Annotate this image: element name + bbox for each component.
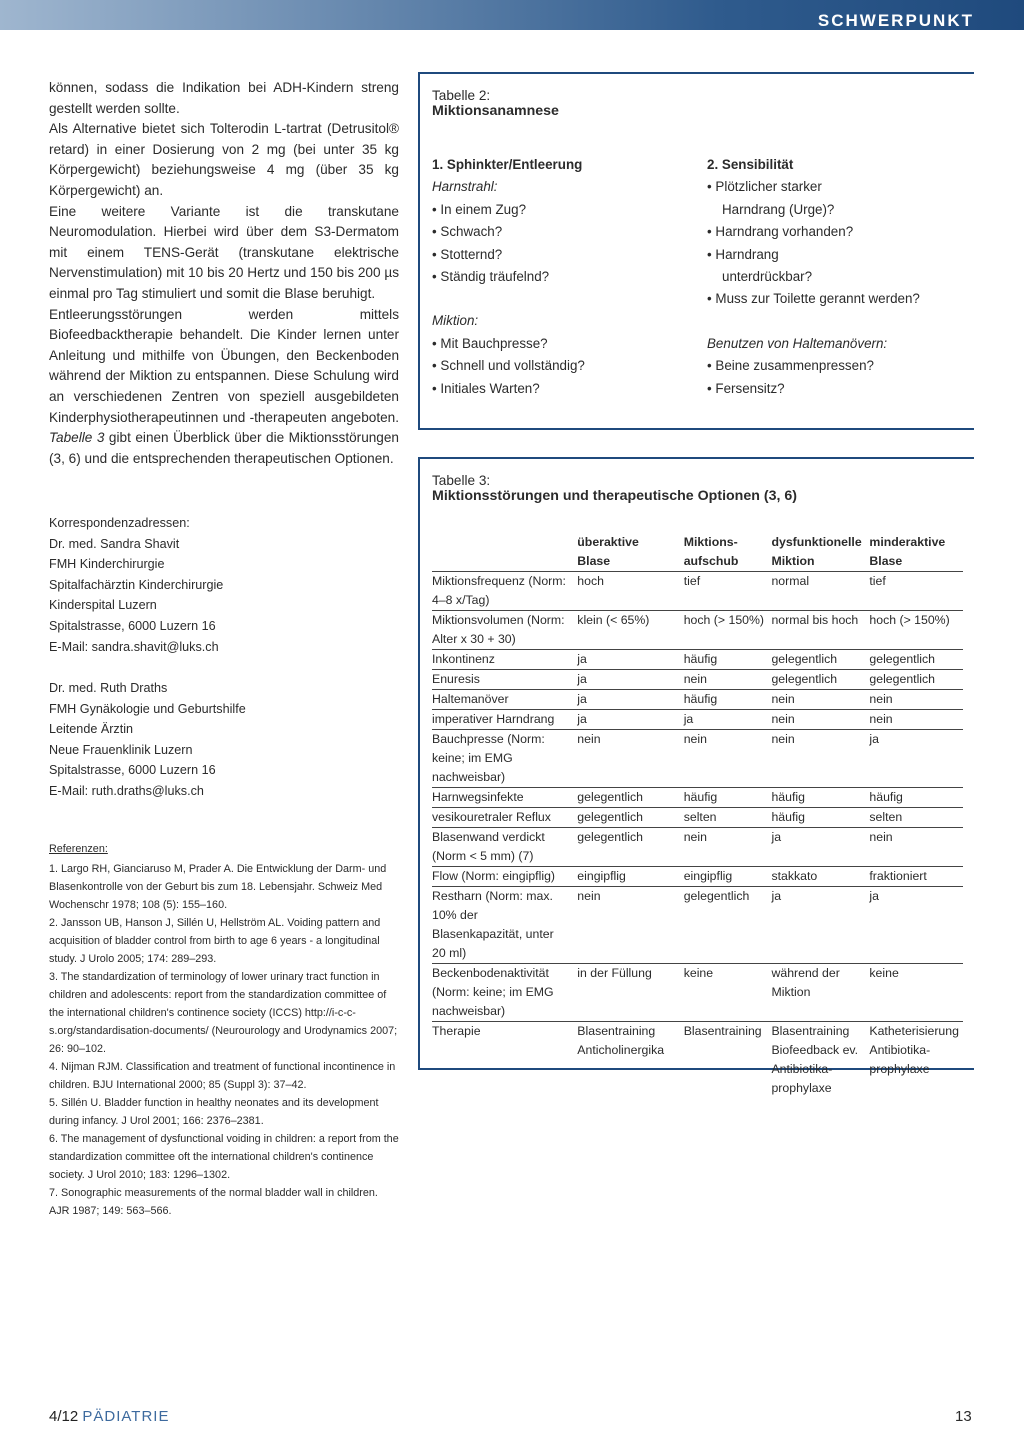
contacts-title: Korrespondenzadressen: — [49, 516, 190, 530]
table-cell: in der Füllung — [577, 964, 683, 1022]
footer-issue: 4/12 PÄDIATRIE — [49, 1408, 170, 1425]
row-label: Miktionsfrequenz (Norm: 4–8 x/Tag) — [432, 572, 577, 611]
table-cell: Blasentraining Anticholinergika — [577, 1024, 665, 1057]
table-row — [432, 611, 963, 650]
table-cell: nein — [771, 690, 869, 710]
table-cell: nein — [577, 730, 683, 788]
table-cell: nein — [684, 730, 772, 788]
table-row — [432, 867, 963, 887]
table-cell: nein — [869, 828, 963, 867]
row-label: Enuresis — [432, 670, 577, 690]
table-2-box — [418, 72, 974, 430]
contact-block-2: Dr. med. Ruth Draths FMH Gynäkologie und Geburtshilfe Leitende Ärztin Neue Frauenklinik Luzern Spitalstrasse, 6000 Luzern 16 E-Mail: ruth.draths@luks.ch — [49, 678, 409, 802]
row-label: Bauchpresse (Norm: keine; im EMG nachweisbar) — [432, 730, 577, 788]
table-row — [432, 788, 963, 808]
reference-item: 4. Nijman RJM. Classification and treatment of functional incontinence in children. BJU International 2000; 85 (Suppl 3): 37–42. — [49, 1061, 396, 1091]
table-3-title: Miktionsstörungen und therapeutische Optionen (3, 6) — [432, 488, 797, 504]
paragraph: Als Alternative bietet sich Tolterodin L-tartrat (Detrusitol® retard) in einer Dosierung von 2 mg (bei unter 35 kg Körpergewicht) beziehungsweise 4 mg (über 35 kg Körpergewicht) an. — [49, 121, 399, 198]
table-row — [432, 1022, 963, 1099]
table-row — [432, 650, 963, 670]
table-cell: ja — [771, 828, 869, 867]
table-cell: klein (< 65%) — [577, 611, 683, 650]
table-cell: Blasentraining Biofeedback ev. Antibiotika-prophylaxe — [771, 1024, 859, 1095]
table-cell: nein — [869, 690, 963, 710]
table-reference: Tabelle 3 — [49, 430, 105, 446]
table-cell: eingipflig — [577, 867, 683, 887]
row-label: Beckenbodenaktivität (Norm: keine; im EMG nachweisbar) — [432, 964, 577, 1022]
references — [49, 840, 399, 1220]
table-3-caption: Tabelle 3: — [432, 473, 491, 488]
table-cell: nein — [771, 730, 869, 788]
reference-item: 5. Sillén U. Bladder function in healthy neonates and its development during infancy. J Urol 2001; 166: 2376–2381. — [49, 1097, 379, 1127]
paragraph: Entleerungsstörungen werden mittels Biofeedbacktherapie behandelt. Die Kinder lernen unter Anleitung und mithilfe von Übungen, den Beckenboden während der Miktion zu entspannen. Diese Schulung wird an verschiedenen Zentren von speziell ausgebildeten Kinderphysiotherapeutinnen und -therapeuten angeboten. Tabelle 3 gibt einen Überblick über die Miktionsstörungen (3, 6) und die entsprechenden therapeutischen Optionen. — [49, 306, 399, 466]
table-cell: häufig — [684, 690, 772, 710]
row-label: Inkontinenz — [432, 650, 577, 670]
table-cell: hoch (> 150%) — [869, 611, 963, 650]
table-cell: ja — [577, 670, 683, 690]
table-cell: fraktioniert — [869, 867, 963, 887]
table-3 — [432, 533, 963, 1098]
row-label: Flow (Norm: eingipflig) — [432, 867, 577, 887]
table-2-caption: Tabelle 2: — [432, 88, 491, 103]
row-label: Haltemanöver — [432, 690, 577, 710]
table-cell: eingipflig — [684, 867, 772, 887]
table-cell: gelegentlich — [684, 887, 772, 964]
table-row — [432, 572, 963, 611]
table-row — [432, 730, 963, 788]
table-row — [432, 808, 963, 828]
row-label: Miktionsvolumen (Norm: Alter x 30 + 30) — [432, 611, 577, 650]
table-cell: hoch — [577, 572, 683, 611]
table-row — [432, 690, 963, 710]
table-cell: ja — [684, 710, 772, 730]
table-cell: Katheterisierung Antibiotika-prophylaxe — [869, 1024, 959, 1076]
table-cell: normal bis hoch — [771, 611, 869, 650]
table-row — [432, 964, 963, 1022]
page-number: 13 — [955, 1408, 972, 1425]
table-row — [432, 670, 963, 690]
table-cell: gelegentlich — [869, 650, 963, 670]
row-label: vesikouretraler Reflux — [432, 808, 577, 828]
table-cell: ja — [577, 710, 683, 730]
reference-item: 7. Sonographic measurements of the normal bladder wall in children. AJR 1987; 149: 563–566. — [49, 1187, 378, 1217]
table-cell: keine — [684, 964, 772, 1022]
section-label: SCHWERPUNKT — [817, 11, 974, 30]
magazine-name: PÄDIATRIE — [82, 1408, 170, 1425]
table-3-box — [418, 457, 974, 1095]
table-cell: normal — [771, 572, 869, 611]
table-cell: häufig — [684, 788, 772, 808]
table-cell: ja — [771, 887, 869, 964]
table-2-col-2: 2. Sensibilität • Plötzlicher starker Harndrang (Urge)? • Harndrang vorhanden? • Harndrang unterdrückbar? • Muss zur Toilette gerannt werden? Benutzen von Haltemanövern: • Beine zusammenpressen? • Fersensitz? — [707, 157, 920, 396]
table-header-row: überaktive Blase Miktions-aufschub dysfunktionelle Miktion minderaktive Blase — [432, 533, 963, 572]
table-cell: gelegentlich — [869, 670, 963, 690]
reference-item: 6. The management of dysfunctional voiding in children: a report from the standardization committee oft the international children's continence society. J Urol 2010; 183: 1296–1302. — [49, 1133, 399, 1181]
table-cell: Blasentraining — [683, 1024, 762, 1038]
references-title: Referenzen: — [49, 843, 108, 855]
table-cell: selten — [869, 808, 963, 828]
reference-item: 3. The standardization of terminology of lower urinary tract function in children and adolescents: report from the standardization committee of the international children's continence society (ICCS) http://i-c-c-s.org/standardisation-documents/ (Neurourology and Urodynamics 2007; 26: 90–102. — [49, 971, 398, 1055]
table-row — [432, 828, 963, 867]
row-label: imperativer Harndrang — [432, 710, 577, 730]
table-cell: während der Miktion — [771, 964, 869, 1022]
table-row — [432, 710, 963, 730]
table-cell: stakkato — [771, 867, 869, 887]
table-cell: häufig — [869, 788, 963, 808]
reference-item: 1. Largo RH, Gianciaruso M, Prader A. Die Entwicklung der Darm- und Blasenkontrolle von der Geburt bis zum 18. Lebensjahr. Schweiz Med Wochenschr 1978; 108 (5): 155–160. — [49, 863, 387, 911]
row-label: Therapie — [432, 1024, 481, 1038]
table-cell: nein — [869, 710, 963, 730]
table-cell: häufig — [684, 650, 772, 670]
table-2-title: Miktionsanamnese — [432, 103, 559, 119]
table-cell: gelegentlich — [577, 808, 683, 828]
table-cell: nein — [684, 670, 772, 690]
email-link[interactable]: E-Mail: sandra.shavit@luks.ch — [49, 639, 219, 654]
row-label: Harnwegsinfekte — [432, 788, 577, 808]
table-cell: nein — [684, 828, 772, 867]
body-text — [49, 78, 399, 469]
table-cell: gelegentlich — [577, 788, 683, 808]
row-label: Restharn (Norm: max. 10% der Blasenkapazität, unter 20 ml) — [432, 887, 577, 964]
table-cell: ja — [577, 650, 683, 670]
reference-item: 2. Jansson UB, Hanson J, Sillén U, Hellström AL. Voiding pattern and acquisition of bladder control from birth to age 6 years - a longitudinal study. J Urolo 2005; 174: 289–293. — [49, 917, 381, 965]
table-row — [432, 887, 963, 964]
paragraph: Eine weitere Variante ist die transkutane Neuromodulation. Hierbei wird über dem S3-Dermatom mit einem TENS-Gerät (transkutane elektrische Nervenstimulation) mit 10 bis 20 Hertz und 150 bis 200 µs einmal pro Tag stimuliert und somit die Blase beruhigt. — [49, 203, 399, 301]
table-cell: selten — [684, 808, 772, 828]
table-cell: häufig — [771, 808, 869, 828]
table-cell: gelegentlich — [771, 670, 869, 690]
contact-block-1: Korrespondenzadressen: Dr. med. Sandra Shavit FMH Kinderchirurgie Spitalfachärztin Kinderchirurgie Kinderspital Luzern Spitalstrasse, 6000 Luzern 16 E-Mail: sandra.shavit@luks.ch — [49, 513, 409, 657]
table-cell: ja — [869, 887, 963, 964]
table-cell: hoch (> 150%) — [684, 611, 772, 650]
paragraph: können, sodass die Indikation bei ADH-Kindern streng gestellt werden sollte. — [49, 80, 399, 116]
table-cell: nein — [577, 887, 683, 964]
table-cell: nein — [771, 710, 869, 730]
email-link[interactable]: E-Mail: ruth.draths@luks.ch — [49, 783, 204, 798]
table-cell: gelegentlich — [771, 650, 869, 670]
table-cell: keine — [869, 964, 963, 1022]
table-cell: häufig — [771, 788, 869, 808]
table-cell: tief — [869, 572, 963, 611]
table-2-col-1: 1. Sphinkter/Entleerung Harnstrahl: • In einem Zug? • Schwach? • Stotternd? • Ständig träufelnd? Miktion: • Mit Bauchpresse? • Schnell und vollständig? • Initiales Warten? — [432, 157, 585, 396]
table-cell: ja — [869, 730, 963, 788]
table-cell: tief — [684, 572, 772, 611]
row-label: Blasenwand verdickt (Norm < 5 mm) (7) — [432, 828, 577, 867]
table-cell: gelegentlich — [577, 828, 683, 867]
table-cell: ja — [577, 690, 683, 710]
